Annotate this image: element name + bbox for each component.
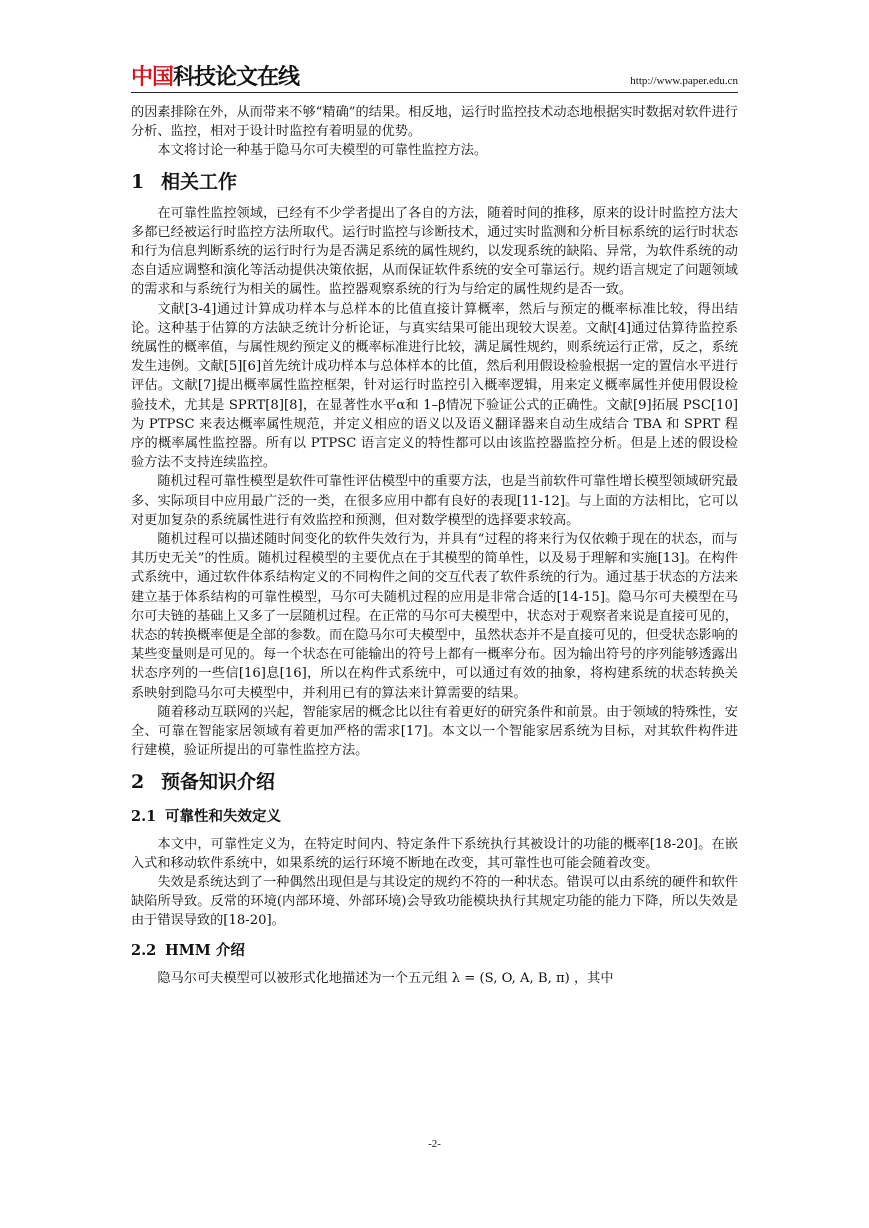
subsection-number: 2.1 (131, 807, 157, 825)
subsection-heading-2-1 (131, 805, 738, 829)
section-number: 1 (131, 170, 145, 193)
subsection-title: 可靠性和失效定义 (165, 807, 281, 825)
subsection-heading-2-2 (131, 939, 738, 963)
paragraph: 随机过程可靠性模型是软件可靠性评估模型中的重要方法，也是当前软件可靠性增长模型领域研究最多、实际项目中应用最广泛的一类，在很多应用中都有良好的表现[11-12]。与上面的方法相比，它可以对更加复杂的系统属性进行有效监控和预测，但对数学模型的选择要求较高。 (131, 474, 738, 528)
section-number: 2 (131, 770, 145, 793)
paragraph: 随着移动互联网的兴起，智能家居的概念比以往有着更好的研究条件和前景。由于领域的特殊性，安全、可靠在智能家居领域有着更加严格的需求[17]。本文以一个智能家居系统为目标，对其软件构件进行建模，验证所提出的可靠性监控方法。 (131, 704, 738, 759)
paragraph-intro-cont: 的因素排除在外，从而带来不够“精确”的结果。相反地，运行时监控技术动态地根据实时数据对软件进行分析、监控，相对于设计时监控有着明显的优势。 (131, 105, 738, 140)
section-heading-2 (131, 767, 738, 797)
logo-red-text: 中国 (131, 65, 174, 90)
subsection-number: 2.2 (131, 941, 157, 959)
paragraph: 文献[3-4]通过计算成功样本与总样本的比值直接计算概率，然后与预定的概率标准比较，得出结论。这种基于估算的方法缺乏统计分析论证，与真实结果可能出现较大误差。文献[4]通过估算待监控系统属性的概率值，与属性规约预定义的概率标准进行比较，满足属性规约，则系统运行正常，反之，系统发生违例。文献[5][6]首先统计成功样本与总体样本的比值，然后利用假设检验根据一定的置信水平进行评估。文献[7]提出概率属性监控框架，针对运行时监控引入概率逻辑，用来定义概率属性并使用假设检验技术，尤其是 SPRT[8][8]，在显著性水平α和 1–β情况下验证公式的正确性。文献[9]拓展 PSC[10]为 PTPSC 来表达概率属性规范，并定义相应的语义以及语义翻译器来自动生成结合 TBA 和 SPRT 程序的概率属性监控器。所有以 PTPSC 语言定义的特性都可以由该监控器监控分析。但是上述的假设检验方法不支持连续监控。 (131, 301, 738, 471)
paragraph: 失效是系统达到了一种偶然出现但是与其设定的规约不符的一种状态。错误可以由系统的硬件和软件缺陷所导致。反常的环境(内部环境、外部环境)会导致功能模块执行其规定功能的能力下降，所以失效是由于错误导致的[18-20]。 (131, 874, 738, 929)
journal-logo (131, 60, 299, 91)
subsection-title: HMM 介绍 (165, 941, 245, 959)
section-heading-1 (131, 167, 738, 197)
page-number: -2- (428, 1138, 441, 1150)
paragraph: 本文中，可靠性定义为，在特定时间内、特定条件下系统执行其被设计的功能的概率[18-20]。在嵌入式和移动软件系统中，如果系统的运行环境不断地在改变，其可靠性也可能会随着改变。 (131, 836, 738, 871)
header-url[interactable]: http://www.paper.edu.cn (630, 75, 738, 87)
paragraph: 在可靠性监控领域，已经有不少学者提出了各自的方法，随着时间的推移，原来的设计时监控方法大多都已经被运行时监控方法所取代。运行时监控与诊断技术，通过实时监测和分析目标系统的运行时状态和行为信息判断系统的运行时行为是否满足系统的属性规约，以发现系统的缺陷、异常，为软件系统的动态自适应调整和演化等活动提供决策依据，从而保证软件系统的安全可靠运行。规约语言规定了问题领域的需求和与系统行为相关的属性。监控器观察系统的行为与给定的属性规约是否一致。 (131, 205, 738, 298)
paragraph: 随机过程可以描述随时间变化的软件失效行为，并具有“过程的将来行为仅依赖于现在的状态，而与其历史无关”的性质。随机过程模型的主要优点在于其模型的简单性，以及易于理解和实施[13]。在构件式系统中，通过软件体系结构定义的不同构件之间的交互代表了软件系统的行为。通过基于状态的方法来建立基于体系结构的可靠性模型，马尔可夫随机过程的应用是非常合适的[14-15]。隐马尔可夫模型在马尔可夫链的基础上又多了一层随机过程。在正常的马尔可夫模型中，状态对于观察者来说是直接可见的，状态的转换概率便是全部的参数。而在隐马尔可夫模型中，虽然状态并不是直接可见的，但受状态影响的某些变量则是可见的。每一个状态在可能输出的符号上都有一概率分布。因为输出符号的序列能够透露出状态序列的一些信[16]息[16]，所以在构件式系统中，可以通过有效的抽象，将构建系统的状态转换关系映射到隐马尔可夫模型中，并利用已有的算法来计算需要的结果。 (131, 532, 738, 701)
section-title: 预备知识介绍 (161, 770, 276, 793)
section-title: 相关工作 (161, 170, 238, 193)
paragraph-intro-end: 本文将讨论一种基于隐马尔可夫模型的可靠性监控方法。 (157, 143, 488, 159)
paragraph: 隐马尔可夫模型可以被形式化地描述为一个五元组 λ = (S, O, A, B, π) ，其中 (157, 970, 614, 986)
page-header (131, 58, 738, 93)
page-body (131, 103, 738, 988)
logo-black-text: 科技论文在线 (173, 65, 300, 90)
